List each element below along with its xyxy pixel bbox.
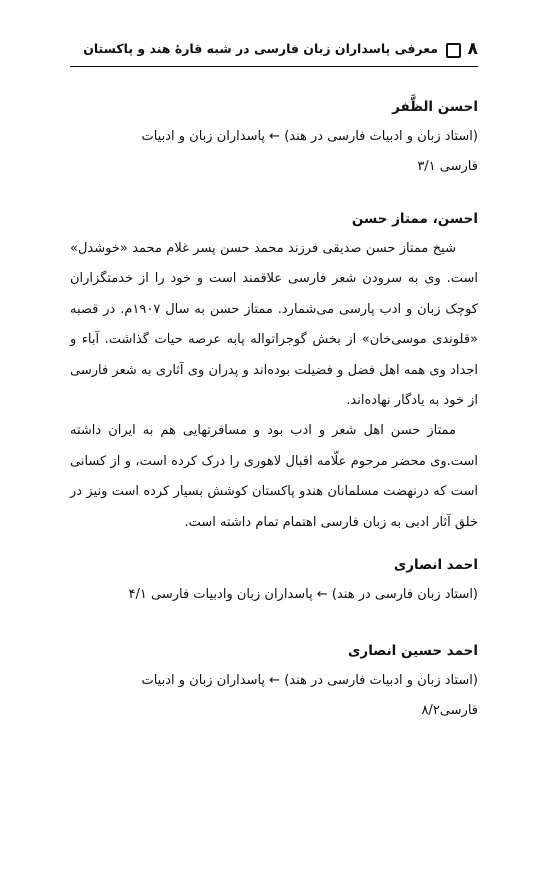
- entry-name: احسن، ممتاز حسن: [351, 211, 478, 227]
- running-header: [70, 36, 478, 66]
- entry-reference-line: (استاد زبان و ادبیات فارسی در هند) ← پاسداران زبان و ادبیات: [141, 129, 478, 144]
- entry-ahmad-ansari: [70, 550, 478, 610]
- entry-reference-line: (استاد زبان و ادبیات فارسی در هند) ← پاسداران زبان و ادبیات: [141, 673, 478, 688]
- entry-ahsan-momtaz-hasan: [70, 204, 478, 538]
- biography-paragraph: شیخ ممتاز حسن صدیقی فرزند محمد حسن پسر غلام محمد «خوشدل» است. وی به سرودن شعر فارسی علاقمند است و خود را از خدمتگزاران کوچک زبان و ادب پارسی می‌شمارد. ممتاز حسن به سال ۱۹۰۷م. در قصبه «قلوندی موسی‌خان» از بخش گوجراتواله پابه عرصه حیات گذاشت. آباء و اجداد وی همه اهل فضل و فضیلت بوده‌اند و پدران وی آثاری به شعر فارسی از خود به یادگار نهاده‌اند.: [70, 241, 478, 409]
- running-title: معرفی پاسداران زبان فارسی در شبه قارهٔ هند و پاکستان: [83, 41, 438, 56]
- entry-ahmad-hosein-ansari: [70, 636, 478, 726]
- biography-paragraph: ممتاز حسن اهل شعر و ادب بود و مسافرتهایی هم به ایران داشته است.وی محضر مرحوم علّامه اقبال لاهوری را درک کرده است، و از کسانی است که درنهضت مسلمانان هندو پاکستان کوشش بسیار کرده است ونیز در خلق آثار ادبی به زبان فارسی اهتمام تمام داشته است.: [70, 423, 478, 530]
- entry-reference-line: فارسی ۳/۱: [417, 159, 478, 174]
- entry-reference-line: فارسی۸/۲: [421, 703, 478, 718]
- entry-ahsan-alzafar: [70, 92, 478, 182]
- square-ornament-icon: [446, 43, 461, 58]
- page-number: ۸: [467, 39, 478, 59]
- header-divider: [70, 66, 478, 67]
- entry-name: احمد انصاری: [393, 557, 478, 573]
- entry-reference-line: (استاد زبان فارسی در هند) ← پاسداران زبان وادبیات فارسی ۴/۱: [128, 587, 478, 602]
- entry-name: احمد حسین انصاری: [348, 643, 478, 659]
- entry-name: احسن الظَّفر: [392, 99, 478, 115]
